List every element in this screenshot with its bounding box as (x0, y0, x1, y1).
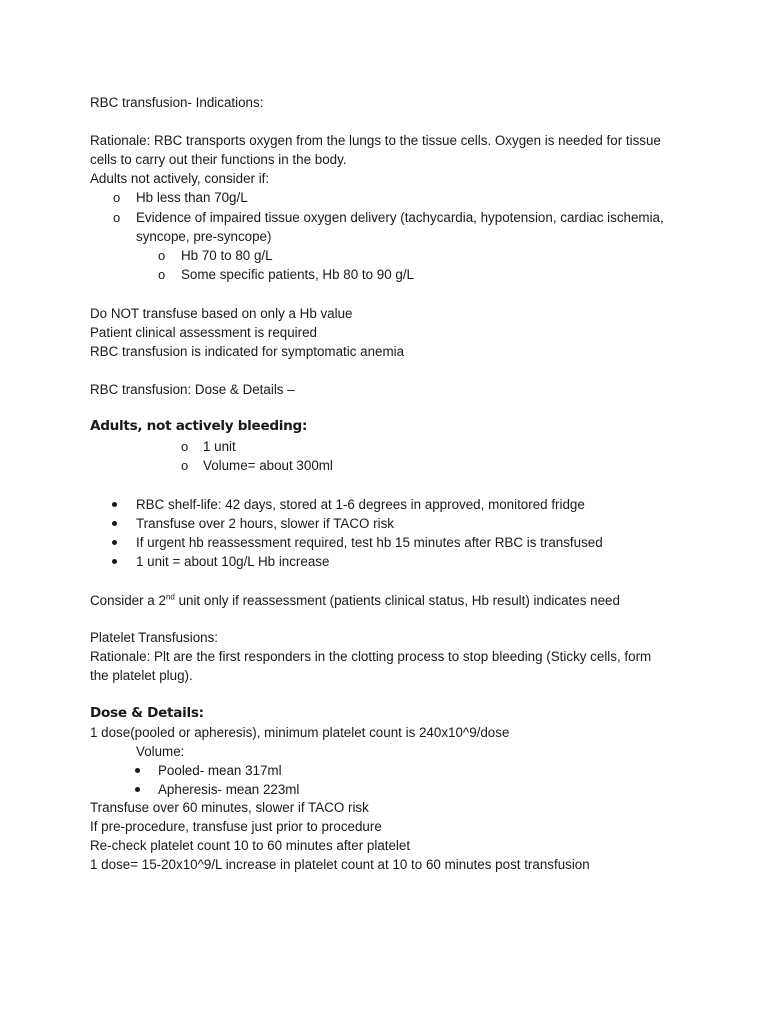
rbc-bullet: Transfuse over 2 hours, slower if TACO risk (136, 516, 394, 531)
platelet-rationale-line1: Rationale: Plt are the first responders in the clotting process to stop bleeding (Sticky cells, form (90, 649, 652, 664)
list-marker-o: o (181, 439, 189, 454)
indication-item: Hb less than 70g/L (136, 190, 248, 205)
platelet-note: Transfuse over 60 minutes, slower if TACO risk (90, 800, 369, 815)
dose-item: Volume= about 300ml (203, 458, 333, 473)
note-line: Patient clinical assessment is required (90, 325, 318, 340)
list-marker-o: o (113, 190, 121, 205)
rbc-dose-heading: RBC transfusion: Dose & Details – (90, 382, 295, 397)
volume-label: Volume: (136, 744, 185, 759)
volume-item: Apheresis- mean 223ml (158, 782, 300, 797)
consider-text-pre: Consider a 2 (90, 593, 166, 608)
platelet-note: If pre-procedure, transfuse just prior to procedure (90, 819, 382, 834)
note-line: RBC transfusion is indicated for symptomatic anemia (90, 344, 405, 359)
rbc-rationale-line2: cells to carry out their functions in the body. (90, 152, 347, 167)
bullet-icon (112, 514, 117, 533)
volume-item: Pooled- mean 317ml (158, 763, 282, 778)
list-marker-o: o (158, 248, 166, 263)
bullet-icon (135, 761, 140, 780)
rbc-bullet: If urgent hb reassessment required, test hb 15 minutes after RBC is transfused (136, 535, 603, 550)
consider-text-post: unit only if reassessment (patients clinical status, Hb result) indicates need (174, 593, 620, 608)
platelet-heading: Platelet Transfusions: (90, 630, 219, 645)
adults-not-bleeding-subheading: Adults, not actively bleeding: (90, 418, 308, 434)
platelet-rationale-line2: the platelet plug). (90, 668, 193, 683)
indication-subitem: Hb 70 to 80 g/L (181, 248, 273, 263)
list-marker-o: o (158, 267, 166, 282)
list-marker-o: o (113, 210, 121, 225)
bullet-icon (135, 780, 140, 799)
adults-intro: Adults not actively, consider if: (90, 171, 270, 186)
list-marker-o: o (181, 458, 189, 473)
indication-subitem: Some specific patients, Hb 80 to 90 g/L (181, 267, 414, 282)
rbc-indications-heading: RBC transfusion- Indications: (90, 95, 264, 110)
ordinal-superscript: nd (165, 592, 175, 602)
consider-second-unit (90, 591, 620, 610)
dose-details-subheading: Dose & Details: (90, 705, 204, 721)
bullet-icon (112, 533, 117, 552)
platelet-dose: 1 dose(pooled or apheresis), minimum platelet count is 240x10^9/dose (90, 725, 510, 740)
rbc-bullet: RBC shelf-life: 42 days, stored at 1-6 degrees in approved, monitored fridge (136, 497, 585, 512)
note-line: Do NOT transfuse based on only a Hb value (90, 306, 353, 321)
platelet-note: 1 dose= 15-20x10^9/L increase in platelet count at 10 to 60 minutes post transfusion (90, 857, 590, 872)
platelet-note: Re-check platelet count 10 to 60 minutes after platelet (90, 838, 411, 853)
dose-item: 1 unit (203, 439, 236, 454)
indication-item: Evidence of impaired tissue oxygen delivery (tachycardia, hypotension, cardiac ischemia, (136, 210, 664, 225)
bullet-icon (112, 495, 117, 514)
indication-item-cont: syncope, pre-syncope) (136, 229, 272, 244)
rbc-bullet: 1 unit = about 10g/L Hb increase (136, 554, 330, 569)
rbc-rationale-line1: Rationale: RBC transports oxygen from the lungs to the tissue cells. Oxygen is needed for tissue (90, 133, 661, 148)
bullet-icon (112, 552, 117, 571)
